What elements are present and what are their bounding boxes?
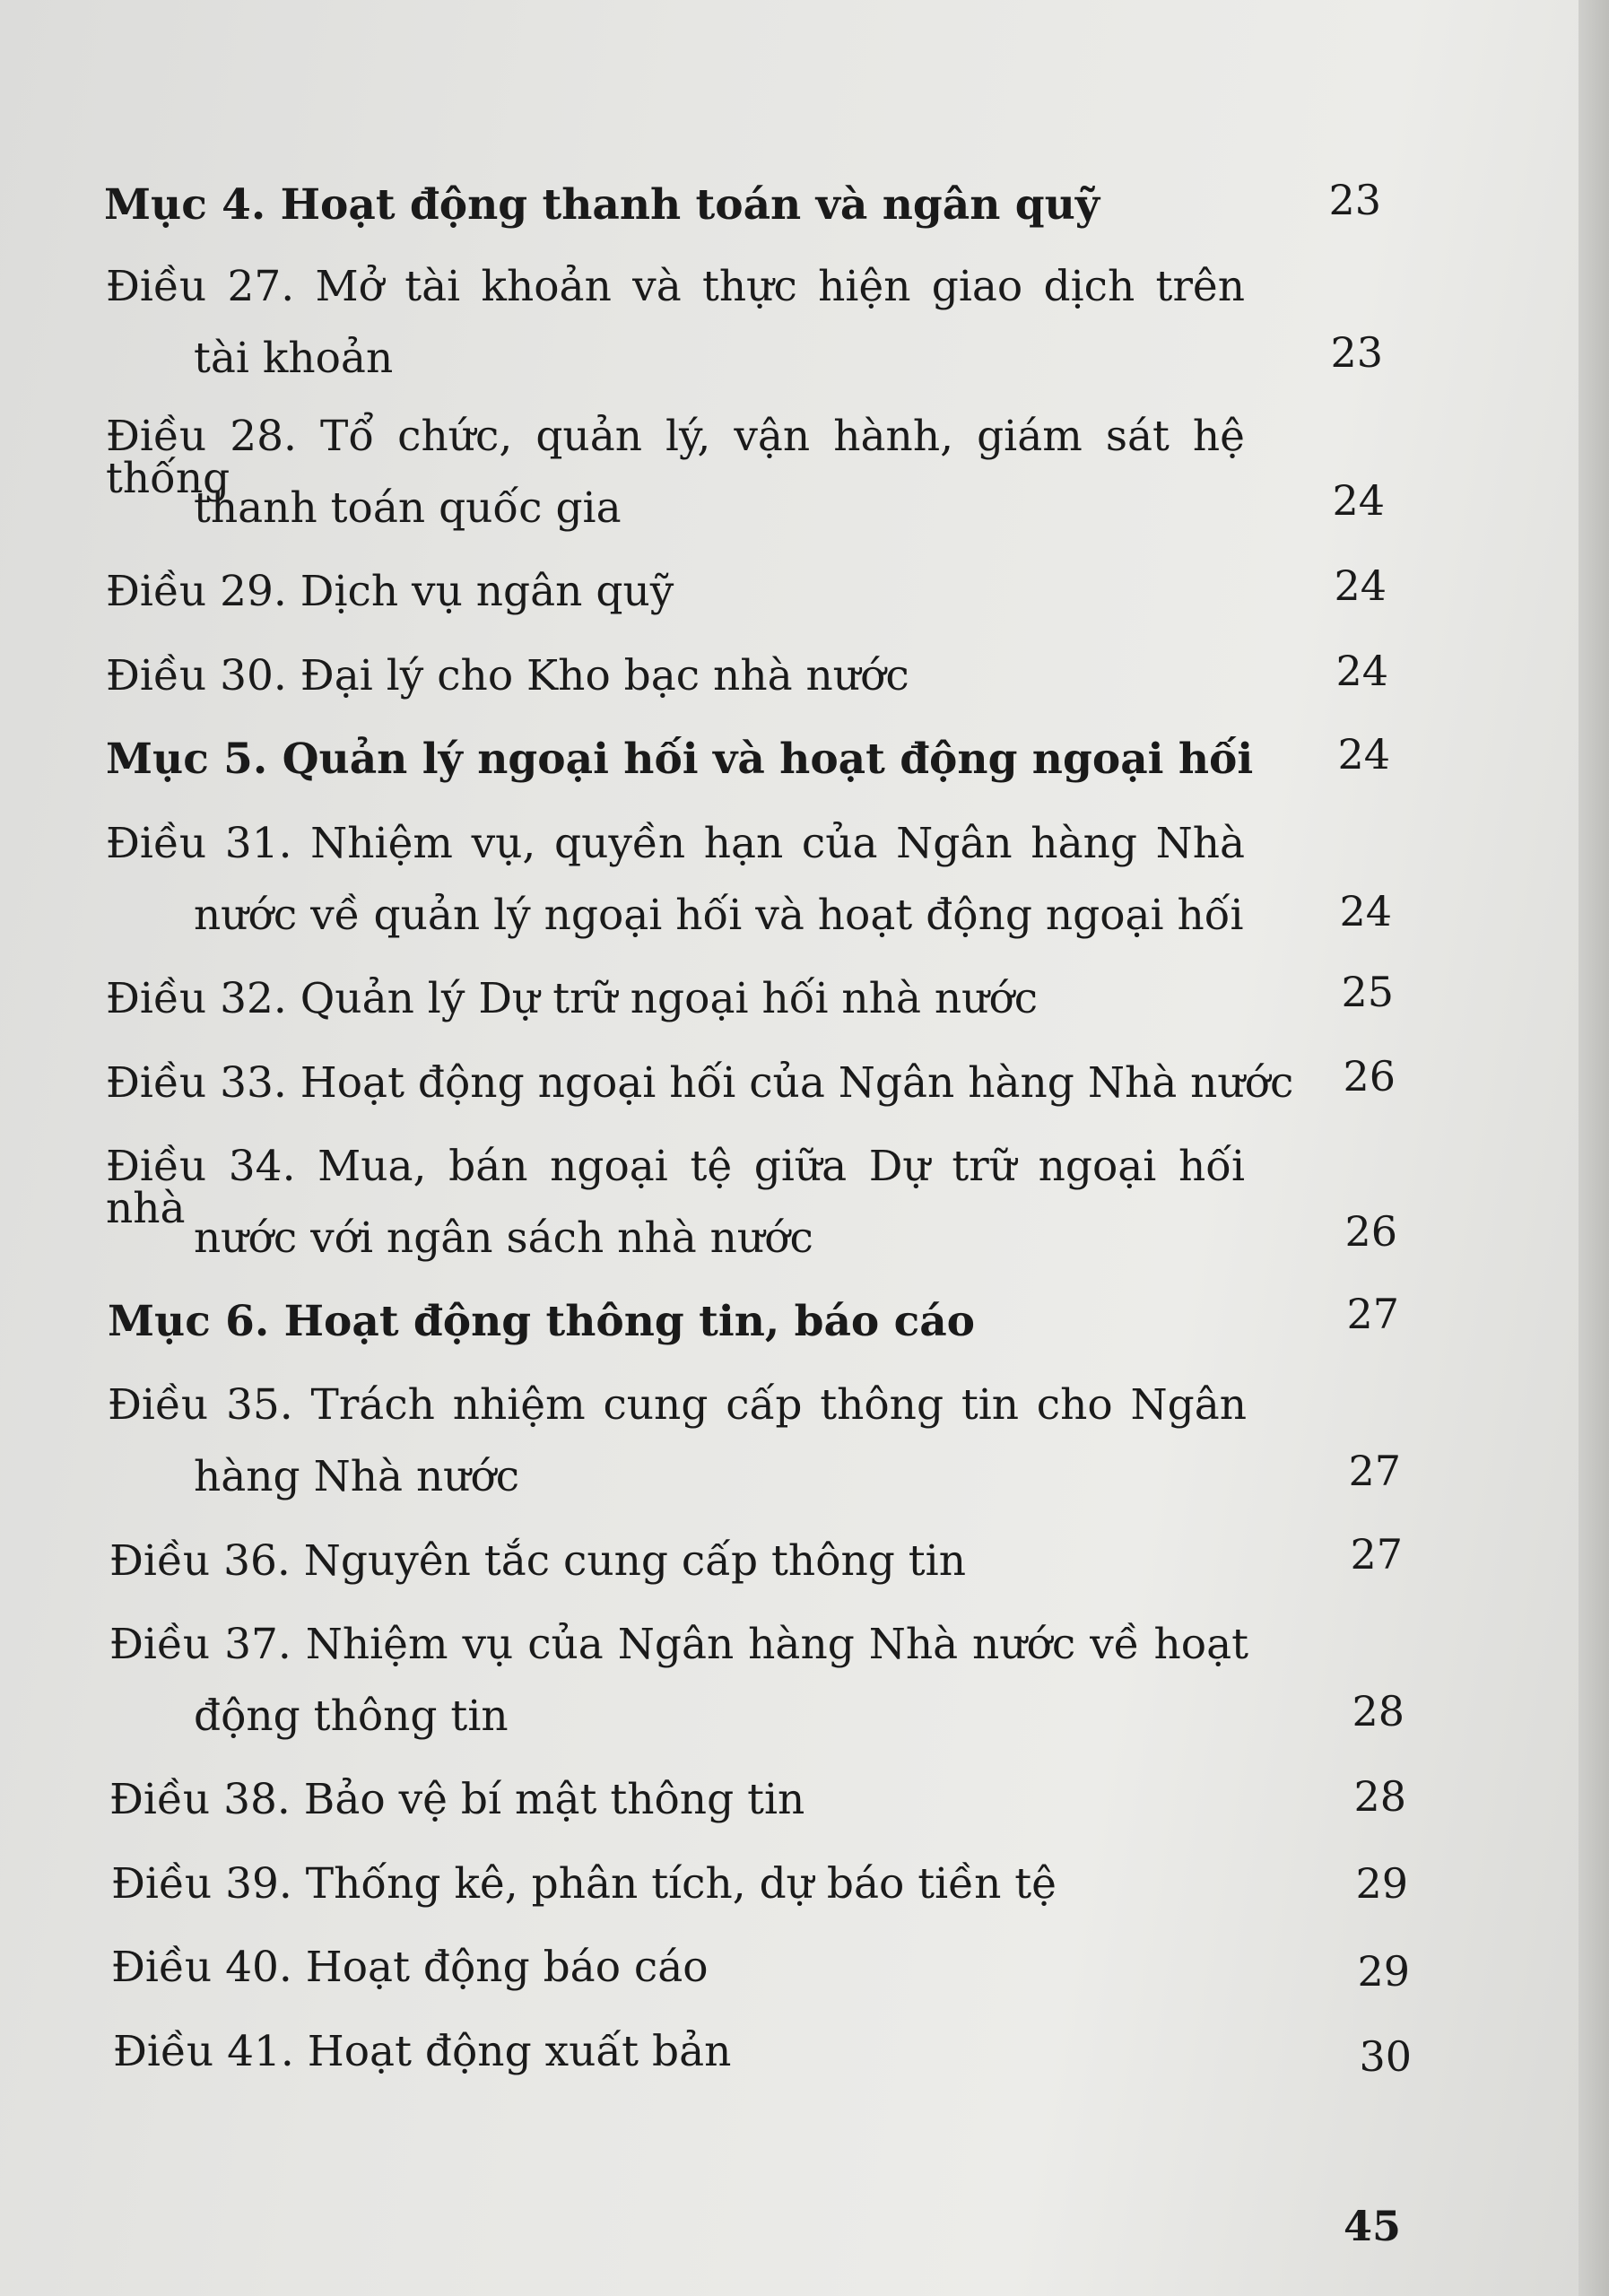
toc-page-number: 30 xyxy=(1359,2032,1412,2081)
toc-page-number: 26 xyxy=(1344,1207,1397,1256)
toc-page-number: 24 xyxy=(1339,887,1392,935)
toc-entry-title: Điều 40. Hoạt động báo cáo xyxy=(111,1943,709,1992)
toc-entry-title: Điều 35. Trách nhiệm cung cấp thông tin cho Ngân xyxy=(108,1380,1247,1430)
toc-page-number: 24 xyxy=(1332,476,1385,525)
toc-entry-continuation: nước với ngân sách nhà nước xyxy=(194,1213,813,1263)
toc-entry-title: Điều 33. Hoạt động ngoại hối của Ngân hàng Nhà nước xyxy=(106,1058,1294,1108)
toc-entry-continuation: hàng Nhà nước xyxy=(194,1452,520,1501)
toc-page-number: 24 xyxy=(1334,561,1387,610)
page-number: 45 xyxy=(1343,2202,1401,2250)
toc-entry-title: Mục 5. Quản lý ngoại hối và hoạt động ngoại hối xyxy=(106,735,1254,784)
toc-page-number: 24 xyxy=(1335,647,1388,695)
toc-entry-continuation: thanh toán quốc gia xyxy=(194,483,622,533)
toc-entry-title: Điều 30. Đại lý cho Kho bạc nhà nước xyxy=(106,651,909,700)
toc-entry-title: Điều 37. Nhiệm vụ của Ngân hàng Nhà nước về hoạt xyxy=(109,1620,1248,1669)
toc-entry-title: Mục 6. Hoạt động thông tin, báo cáo xyxy=(108,1297,976,1346)
toc-page-number: 24 xyxy=(1337,730,1390,778)
toc-page-number: 27 xyxy=(1348,1447,1401,1495)
toc-page-number: 23 xyxy=(1330,328,1383,377)
toc-entry-title: Điều 34. Mua, bán ngoại tệ giữa Dự trữ ngoại hối nhà xyxy=(106,1142,1245,1233)
toc-entry-title: Điều 36. Nguyên tắc cung cấp thông tin xyxy=(109,1536,966,1586)
toc-page-number: 29 xyxy=(1357,1947,1410,1996)
toc-page-number: 27 xyxy=(1346,1290,1399,1338)
toc-page-number: 26 xyxy=(1343,1052,1396,1100)
toc-page-number: 28 xyxy=(1353,1772,1406,1821)
toc-entry-title: Điều 38. Bảo vệ bí mật thông tin xyxy=(109,1775,805,1824)
toc-entry-continuation: tài khoản xyxy=(194,334,394,383)
toc-entry-title: Mục 4. Hoạt động thanh toán và ngân quỹ xyxy=(104,180,1100,230)
toc-entry-title: Điều 41. Hoạt động xuất bản xyxy=(113,2027,732,2076)
toc-page-number: 29 xyxy=(1355,1859,1408,1908)
toc-entry-title: Điều 39. Thống kê, phân tích, dự báo tiền tệ xyxy=(111,1859,1057,1909)
toc-page-number: 23 xyxy=(1328,176,1381,224)
toc-entry-title: Điều 27. Mở tài khoản và thực hiện giao dịch trên xyxy=(106,262,1245,311)
toc-entry-title: Điều 29. Dịch vụ ngân quỹ xyxy=(106,567,674,616)
toc-entry-continuation: nước về quản lý ngoại hối và hoạt động ngoại hối xyxy=(194,891,1244,940)
toc-page-number: 27 xyxy=(1350,1530,1403,1578)
toc-entry-title: Điều 28. Tổ chức, quản lý, vận hành, giám sát hệ thống xyxy=(106,412,1245,503)
toc-page-number: 28 xyxy=(1352,1687,1405,1735)
toc-entry-title: Điều 32. Quản lý Dự trữ ngoại hối nhà nước xyxy=(106,974,1039,1023)
toc-entry-title: Điều 31. Nhiệm vụ, quyền hạn của Ngân hàng Nhà xyxy=(106,819,1245,868)
toc-entry-continuation: động thông tin xyxy=(194,1692,509,1741)
toc-page-number: 25 xyxy=(1341,968,1394,1016)
